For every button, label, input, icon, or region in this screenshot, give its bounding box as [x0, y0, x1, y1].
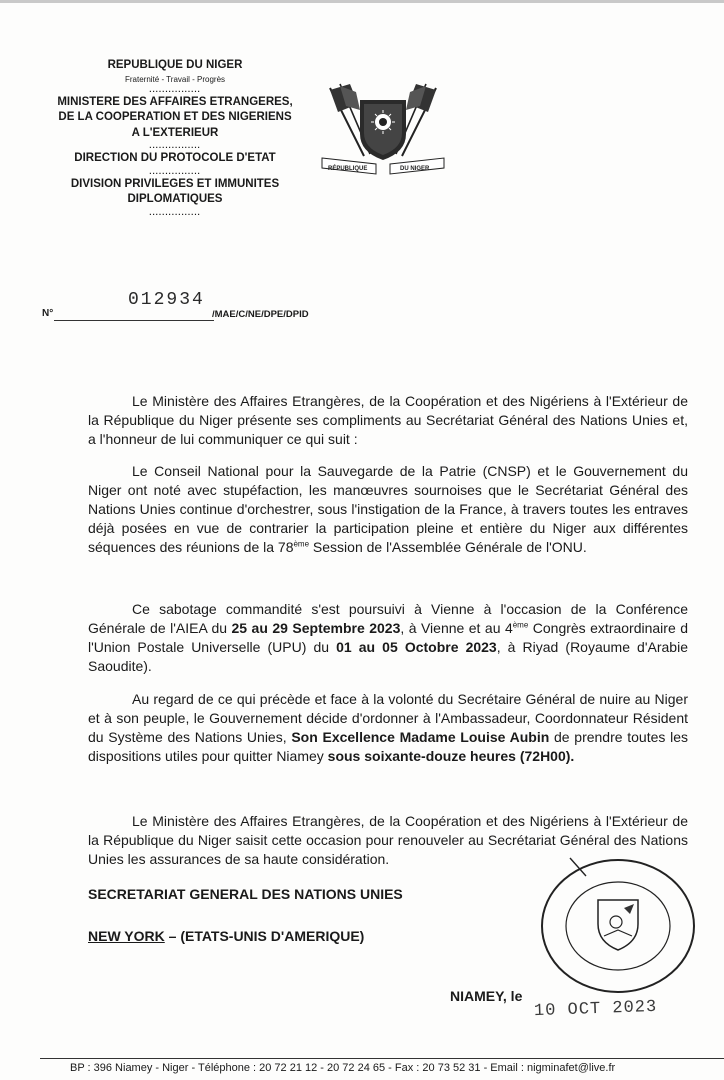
separator: ................: [149, 84, 201, 94]
top-border: [0, 0, 724, 3]
p4-ambassador-name: Son Excellence Madame Louise Aubin: [291, 729, 550, 745]
date-stamp: 10 OCT 2023: [533, 997, 658, 1022]
emblem-banner-right: DU NIGER: [400, 166, 430, 172]
ministry-line-1: MINISTERE DES AFFAIRES ETRANGERES,: [57, 95, 293, 108]
p3-part-b: , à Vienne et au 4: [400, 620, 513, 636]
footer-contact: BP : 396 Niamey - Niger - Téléphone : 20 72 21 12 - 20 72 24 65 - Fax : 20 73 52 31 - Email : nigminafet@live.fr: [70, 1062, 616, 1074]
p3-superscript: ème: [512, 620, 529, 630]
coat-of-arms-emblem: [316, 78, 450, 182]
division-line-1: DIVISION PRIVILEGES ET IMMUNITES: [70, 177, 280, 190]
paragraph-2-text: [88, 462, 688, 557]
p4-part-b: de prendre toutes les dispositions utiles pour quitter Niamey: [88, 729, 688, 764]
paragraph-3: [88, 600, 688, 676]
reference-underline: [54, 320, 214, 321]
footer-divider: [40, 1058, 724, 1059]
separator: ................: [149, 141, 201, 150]
reference-label: N°: [42, 308, 54, 319]
paragraph-5-text: Le Ministère des Affaires Etrangères, de la Coopération et des Nigériens à l'Extérieur de la République du Niger saisit cette occasion pour renouveler au Secrétariat Général des Nations Unies les assurances de sa haute considération.: [88, 813, 688, 867]
signature-place: NIAMEY, le: [450, 988, 523, 1004]
division-line-2: DIPLOMATIQUES: [127, 193, 223, 205]
ministry-line-3: A L'EXTERIEUR: [131, 126, 219, 139]
reference-number: 012934: [128, 290, 205, 310]
official-seal-stamp: [534, 852, 700, 998]
p2-superscript: ème: [293, 539, 310, 549]
addressee-line-1: SECRETARIAT GENERAL DES NATIONS UNIES: [88, 886, 403, 902]
reference-suffix: /MAE/C/NE/DPE/DPID: [212, 309, 309, 320]
p3-part-a: Ce sabotage commandité s'est poursuivi à Vienne à l'occasion de la Conférence Générale de l'AIEA du: [88, 601, 688, 636]
paragraph-4-text: [88, 690, 688, 766]
ministry-line-2: DE LA COOPERATION ET DES NIGERIENS: [58, 111, 292, 123]
p4-part-a: Au regard de ce qui précède et face à la volonté du Secrétaire Général de nuire au Niger et à son peuple, le Gouvernement décide d'ordonner à l'Ambassadeur, Coordonnateur Résident du Système des Nations Unies,: [88, 691, 688, 745]
emblem-banner-left: RÉPUBLIQUE: [328, 166, 368, 172]
paragraph-2: [88, 462, 688, 557]
paragraph-1-text: Le Ministère des Affaires Etrangères, de la Coopération et des Nigériens à l'Extérieur de la République du Niger présente ses compliments au Secrétariat Général des Nations Unies et, a l'honneur de lui communiquer ce qui suit :: [88, 393, 688, 447]
paragraph-1: [88, 392, 688, 449]
p2-part-b: Session de l'Assemblée Générale de l'ONU.: [309, 539, 587, 555]
addressee-country: – (ETATS-UNIS D'AMERIQUE): [164, 928, 365, 944]
addressee-city: NEW YORK: [88, 928, 165, 944]
letterhead: [40, 58, 310, 218]
addressee-line-2: [88, 928, 364, 944]
direction-name: DIRECTION DU PROTOCOLE D'ETAT: [74, 152, 276, 164]
p3-dates-aiea: 25 au 29 Septembre 2023: [231, 620, 401, 636]
paragraph-4: [88, 690, 688, 766]
separator: ................: [149, 166, 201, 176]
separator: ................: [149, 207, 201, 217]
p3-dates-upu: 01 au 05 Octobre 2023: [336, 639, 497, 655]
p3-part-d: , à Riyad (Royaume d'Arabie Saoudite).: [88, 639, 688, 674]
reference-number-row: [42, 288, 342, 320]
p4-deadline: sous soixante-douze heures (72H00).: [327, 748, 575, 764]
country-name: REPUBLIQUE DU NIGER: [107, 59, 243, 71]
national-motto: Fraternité - Travail - Progrès: [124, 74, 226, 84]
p2-part-a: Le Conseil National pour la Sauvegarde de la Patrie (CNSP) et le Gouvernement du Niger ont noté avec stupéfaction, les manœuvres sournoises que le Secrétariat Général des Nations Unies continue d'orchestrer, sous l'instigation de la France, à travers toutes les entraves déjà posées en vue de contrarier la participation pleine et entière du Niger aux différentes séquences des réunions de la 78: [88, 463, 688, 555]
paragraph-3-text: [88, 600, 688, 676]
p3-part-c: Congrès extraordinaire d l'Union Postale Universelle (UPU) du: [88, 620, 688, 655]
